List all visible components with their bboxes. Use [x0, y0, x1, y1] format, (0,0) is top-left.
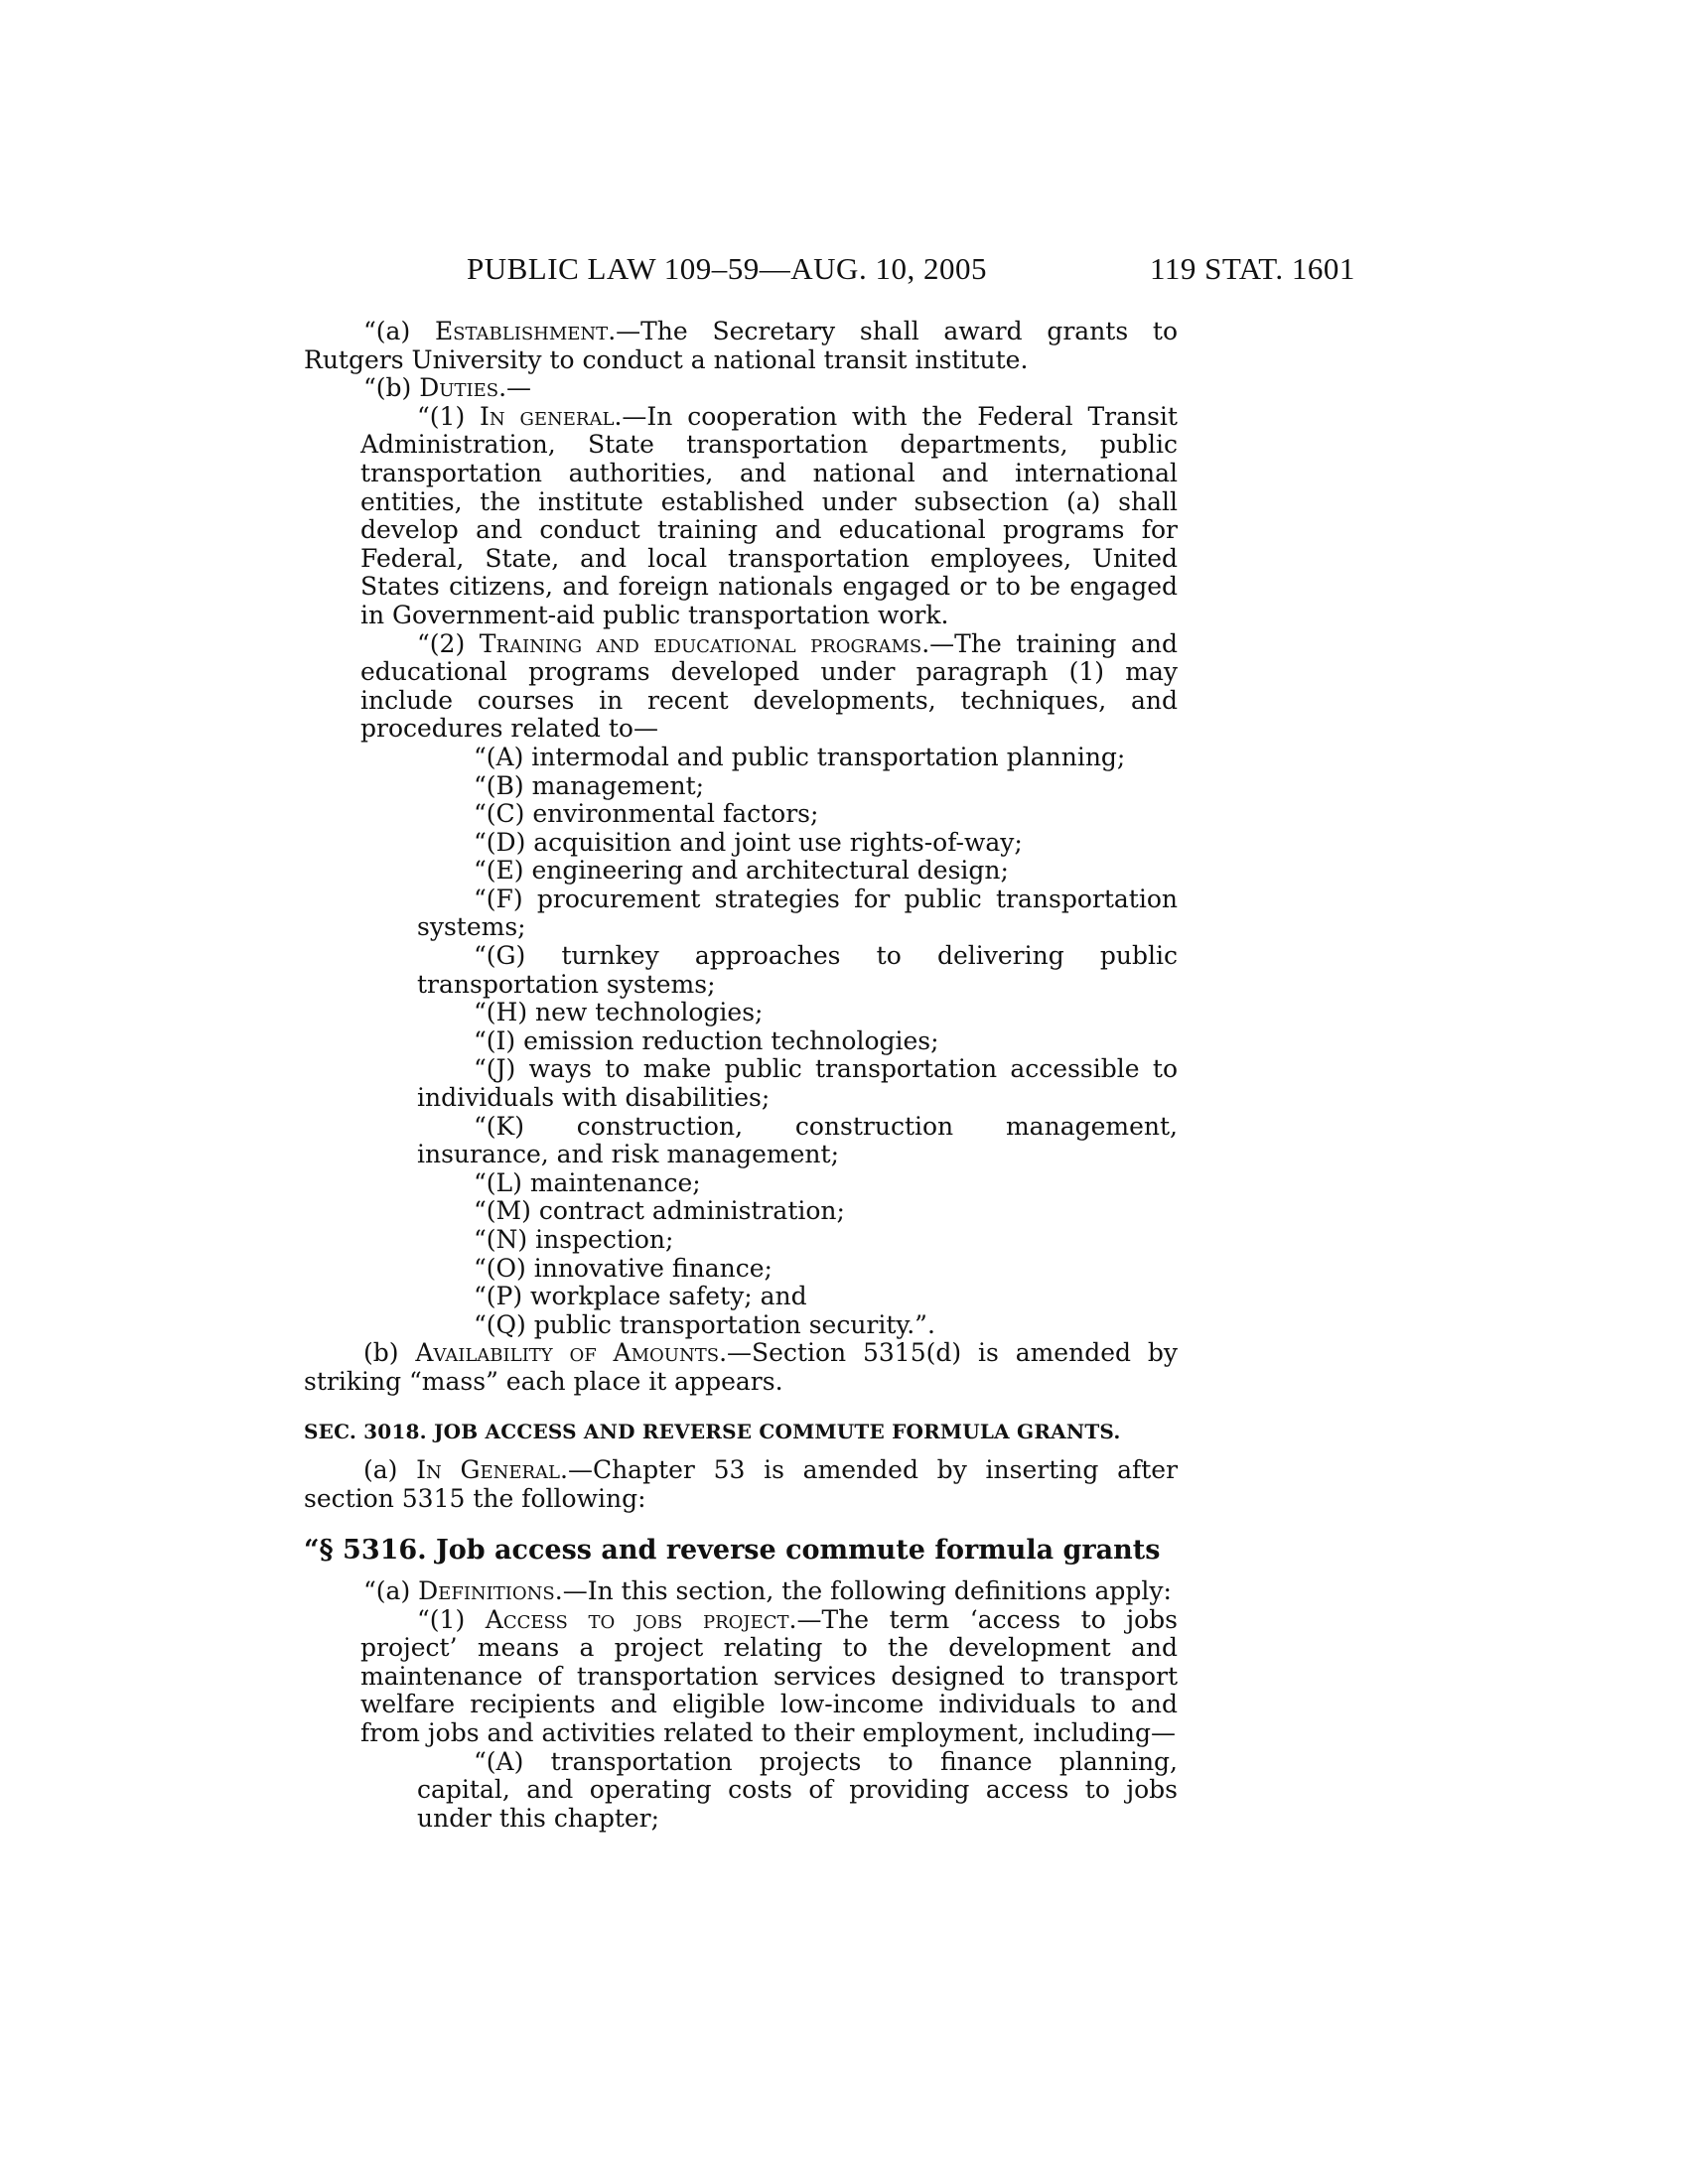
paragraph-b1-in-general [304, 403, 1178, 630]
paragraph-3018-a [304, 1456, 1178, 1513]
para-lead: “(1) [417, 1604, 486, 1634]
para-heading: Duties [419, 373, 499, 403]
list-item-k: “(K) construction, construction management, insurance, and risk management; [417, 1111, 1178, 1169]
para-heading: Training and educational programs [479, 628, 922, 658]
list-item-d: “(D) acquisition and joint use rights-of-way; [474, 827, 1023, 857]
para-lead: “(2) [417, 628, 480, 658]
para-lead: (b) [363, 1338, 416, 1368]
para-text: .—Section 5315(d) is amended by striking “mass” each place it appears. [304, 1338, 1178, 1396]
list-item-i: “(I) emission reduction technologies; [474, 1025, 939, 1055]
para-text: .—The term ‘access to jobs project’ means a project relating to the development and maintenance of transportation services designed to transport welfare recipients and eligible low-income individuals to and from jobs and activities related to their employment, including— [360, 1604, 1178, 1747]
list-item-j: “(J) ways to make public transportation accessible to individuals with disabilities; [417, 1054, 1178, 1113]
para-lead: “(b) [363, 373, 420, 403]
list-item-m: “(M) contract administration; [474, 1196, 845, 1226]
list-item-a: “(A) intermodal and public transportation planning; [474, 742, 1126, 771]
para-text: .—In this section, the following definitions apply: [554, 1575, 1172, 1605]
list-item-q: “(Q) public transportation security.”. [474, 1309, 935, 1339]
para-lead: (a) [363, 1455, 417, 1485]
para-heading: In General [416, 1455, 560, 1485]
list-item-n: “(N) inspection; [474, 1225, 674, 1254]
list-item-o: “(O) innovative finance; [474, 1253, 773, 1283]
section-3018-heading: SEC. 3018. JOB ACCESS AND REVERSE COMMUTE FORMULA GRANTS. [304, 1419, 1121, 1443]
header-title: PUBLIC LAW 109–59—AUG. 10, 2005 [467, 251, 987, 286]
paragraph-b-duties [304, 374, 1178, 403]
paragraph-a-establishment [304, 318, 1178, 374]
para-heading: Establishment [434, 317, 609, 345]
para-lead: “(1) [417, 401, 481, 431]
list-item-b: “(B) management; [474, 770, 705, 800]
para-lead: “(a) [363, 1575, 419, 1605]
para-lead: “(a) [363, 317, 435, 345]
header-stat-page: 119 STAT. 1601 [1150, 251, 1355, 286]
document-body [304, 318, 1178, 1833]
para-heading: Access to jobs project [485, 1604, 789, 1634]
para-text: .— [498, 373, 532, 403]
para-text: .—In cooperation with the Federal Transit Administration, State transportation departments, public transportation authorities, and national and international entities, the institute established under subsection (a) shall develop and conduct training and educational programs for Federal, State, and local transportation employees, United States citizens, and foreign nationals engaged or to be engaged in Government-aid public transportation work. [360, 401, 1178, 629]
para-text: .—The Secretary shall award grants to Rutgers University to conduct a national transit institute. [304, 317, 1179, 374]
list-item-l: “(L) maintenance; [474, 1167, 701, 1197]
list-item-g: “(G) turnkey approaches to delivering public transportation systems; [417, 941, 1178, 999]
section-5316-heading: “§ 5316. Job access and reverse commute formula grants [304, 1535, 1161, 1567]
page-header [304, 251, 1376, 291]
para-text: .—Chapter 53 is amended by inserting after section 5315 the following: [304, 1455, 1179, 1513]
list-item-5316-a: “(A) transportation projects to finance planning, capital, and operating costs of providing access to jobs under this chapter; [417, 1746, 1178, 1833]
list-item-c: “(C) environmental factors; [474, 799, 819, 829]
para-text: .—The training and educational programs developed under paragraph (1) may include courses in recent developments, techniques, and procedures related to— [360, 628, 1178, 744]
para-heading: In general [480, 401, 615, 431]
list-item-e: “(E) engineering and architectural design; [474, 856, 1009, 886]
paragraph-5316-a1-access [304, 1606, 1178, 1748]
paragraph-b2-training [304, 630, 1178, 744]
list-item-p: “(P) workplace safety; and [474, 1282, 807, 1311]
para-heading: Definitions [418, 1575, 555, 1605]
list-item-h: “(H) new technologies; [474, 998, 764, 1027]
para-heading: Availability of Amounts [415, 1338, 720, 1368]
paragraph-availability [304, 1339, 1178, 1396]
list-item-f: “(F) procurement strategies for public transportation systems; [417, 884, 1178, 942]
paragraph-5316-a-definitions [304, 1577, 1178, 1606]
